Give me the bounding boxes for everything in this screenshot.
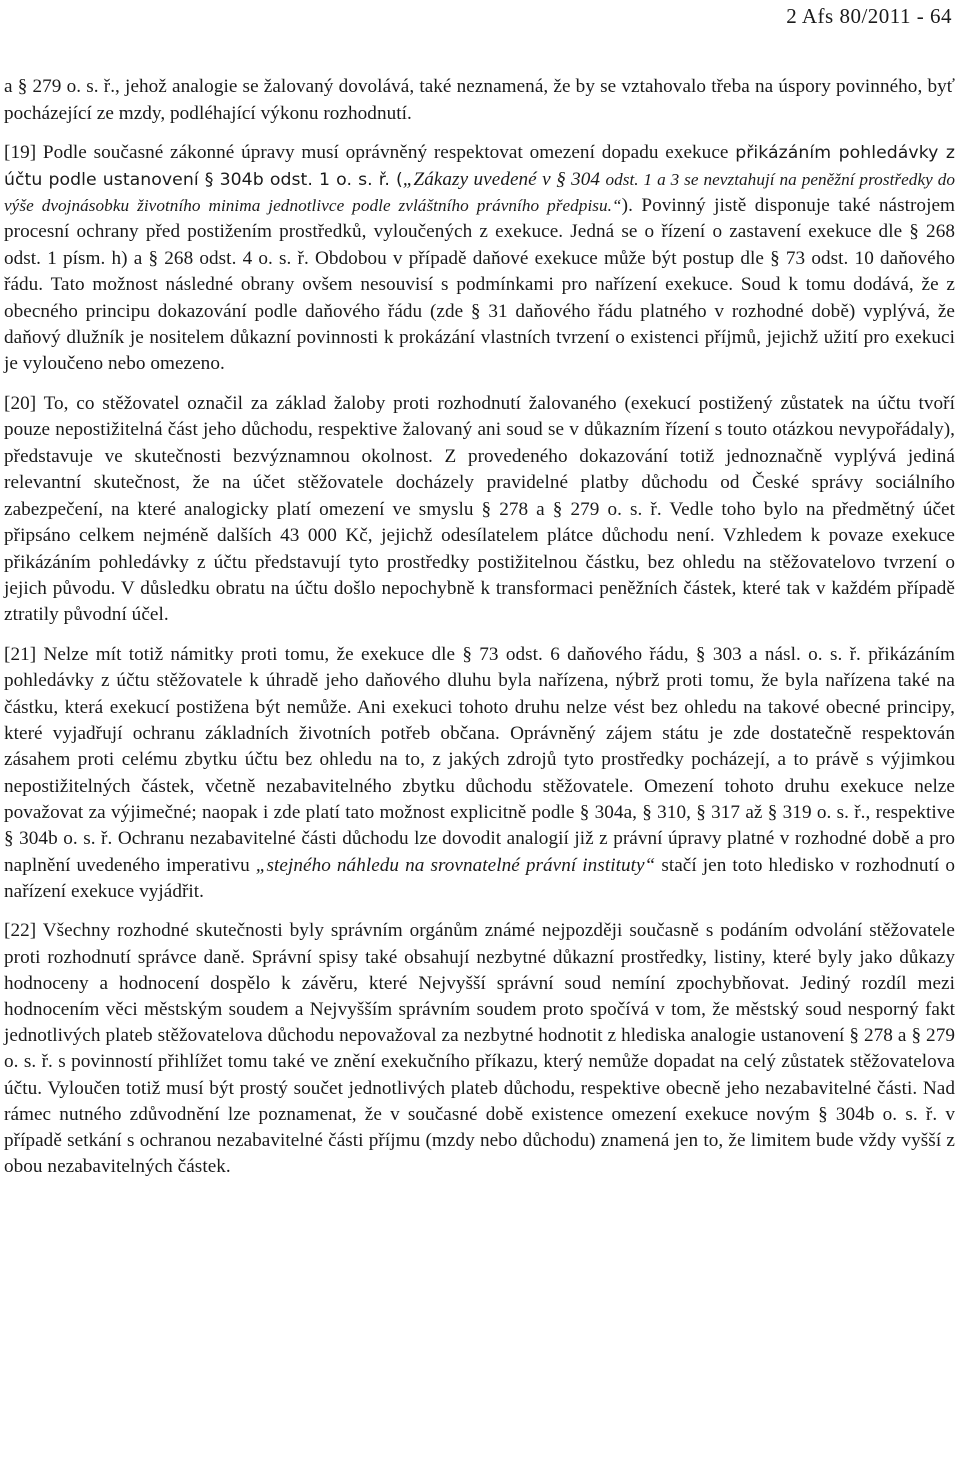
paragraph-22: [22] Všechny rozhodné skutečnosti byly správním orgánům známé nejpozději současně s podáním odvolání stěžovatele proti rozhodnutí správce daně. Správní spisy také obsahují nezbytné důkazní prostředky, listiny, které byly jako důkazy hodnoceny a hodnocení dospělo k závěru, které Nejvyšší správní soud nemíní zpochybňovat. Jediný rozdíl mezi hodnocením věci městským soudem a Nejvyšším správním soudem proto spočívá v tom, že městský soud nesporný fakt jednotlivých plateb stěžovatelova důchodu nepovažoval za nezbytné hodnotit z hlediska analogie ustanovení § 278 a § 279 o. s. ř. s povinností přihlížet tomu také ve znění exekučního příkazu, který nemůže dopadat na celý zůstatek stěžovatelova účtu. Vyloučen totiž musí být prostý součet jednotlivých plateb důchodu, respektive obecně jeho nezabavitelné části. Nad rámec nutného zdůvodnění lze poznamenat, že v současné době existence omezení exekuce novým § 304b o. s. ř. v případě setkání s ochranou nezabavitelné části příjmu (mzdy nebo důchodu) znamená jen to, že limitem bude vždy vyšší z obou nezabavitelných částek.	[4, 920, 955, 1178]
paragraph-19-text-a: [19] Podle současné zákonné úpravy musí oprávněný respektovat omezení dopadu exekuce	[4, 142, 736, 164]
paragraph-19-text-c: ). Povinný jistě disponuje také nástrojem procesní ochrany před postižením prostředků, vyloučených z exekuce. Jedná se o řízení o zastavení exekuce dle § 268 odst. 1 písm. h) a § 268 odst. 4 o. s. ř. Obdobou v případě daňové exekuce může být postup dle § 73 odst. 10 daňového řádu. Tato možnost následné obrany ovšem nesouvisí s podmínkami pro nařízení exekuce. Soud k tomu dodává, že z obecného principu dokazování podle daňového řádu (zde § 31 daňového řádu platného v rozhodné době) vyplývá, že daňový dlužník je nositelem důkazní povinnosti k prokázání vlastních tvrzení o existenci příjmů, jejichž užití pro exekuci je vyloučeno nebo omezeno.	[4, 195, 955, 375]
paragraph-20: [20] To, co stěžovatel označil za základ žaloby proti rozhodnutí žalovaného (exekucí postižený zůstatek na účtu tvoří pouze nepostižitelná část jeho důchodu, respektive žalovaný ani soud se v důkazním řízení s touto otázkou nevypořádaly), představuje ve skutečnosti bezvýznamnou okolnost. Z provedeného dokazování totiž jednoznačně vyplývá jediná relevantní skutečnost, že na účet stěžovatele docházely pravidelné platby důchodu od České správy sociálního zabezpečení, na které analogicky platí omezení ve smyslu § 278 a § 279 o. s. ř. Vedle toho bylo na předmětný účet připsáno celkem nejméně dalších 43 000 Kč, jejichž odesílatelem plátce důchodu není. Vzhledem k povaze exekuce přikázáním pohledávky z účtu představují tyto prostředky postižitelnou částku, bez ohledu na stěžovatelovo tvrzení o jejich původu. V důsledku obratu na účtu došlo nepochybně k transformaci peněžních částek, které tak v každém případě ztratily původní účel.	[4, 392, 955, 626]
paragraph-19-text-b: přikázáním pohledávky z účtu podle ustanovení § 304b odst. 1 o. s. ř. (	[4, 143, 955, 190]
paragraph-21-text-a: [21] Nelze mít totiž námitky proti tomu, že exekuce dle § 73 odst. 6 daňového řádu, § 303 a násl. o. s. ř. přikázáním pohledávky z účtu stěžovatele k úhradě jeho daňového dluhu byla nařízena, nýbrž proti tomu, že byla nařízena také na částku, která exekucí postižena být nemůže. Ani exekuci tohoto druhu nelze vést bez ohledu na takové obecné principy, které vyjadřují ochranu základních životních potřeb občana. Oprávněný zájem státu je zde dostatečně respektován zásahem proti celému zbytku účtu bez ohledu na to, z jakých zdrojů tyto prostředky pocházejí, a to právě s výjimkou nepostižitelných částek, včetně nezabavitelného zbytku důchodu stěžovatele. Omezení tohoto druhu exekuce nelze považovat za výjimečné; naopak i zde platí tato možnost explicitně podle § 304a, § 310, § 317 až § 319 o. s. ř., respektive § 304b o. s. ř. Ochranu nezabavitelné části důchodu lze dovodit analogií již z právní úpravy platné v rozhodné době a pro naplnění uvedeného imperativu	[4, 643, 955, 876]
paragraph-21	[4, 642, 955, 905]
paragraph-19-quote-b: odst. 1 a 3 se nevztahují na peněžní prostředky do výše dvojnásobku životního minima jednotlivce podle zvláštního právního předpisu.“	[4, 169, 955, 215]
paragraph-intro: a § 279 o. s. ř., jehož analogie se žalovaný dovolává, také neznamená, že by se vztahovalo třeba na úspory povinného, byť pocházející ze mzdy, podléhající výkonu rozhodnutí.	[4, 76, 955, 124]
document-body	[4, 74, 955, 1180]
paragraph-21-quote: „stejného náhledu na srovnatelné právní instituty“	[255, 854, 656, 876]
case-reference-header: 2 Afs 80/2011 - 64	[786, 4, 952, 28]
paragraph-19	[4, 140, 955, 378]
paragraph-19-quote-a: „Zákazy uvedené v § 304	[402, 168, 606, 190]
paragraph-21-text-b: stačí jen toto hledisko v rozhodnutí o nařízení exekuce vyjádřit.	[4, 854, 955, 903]
